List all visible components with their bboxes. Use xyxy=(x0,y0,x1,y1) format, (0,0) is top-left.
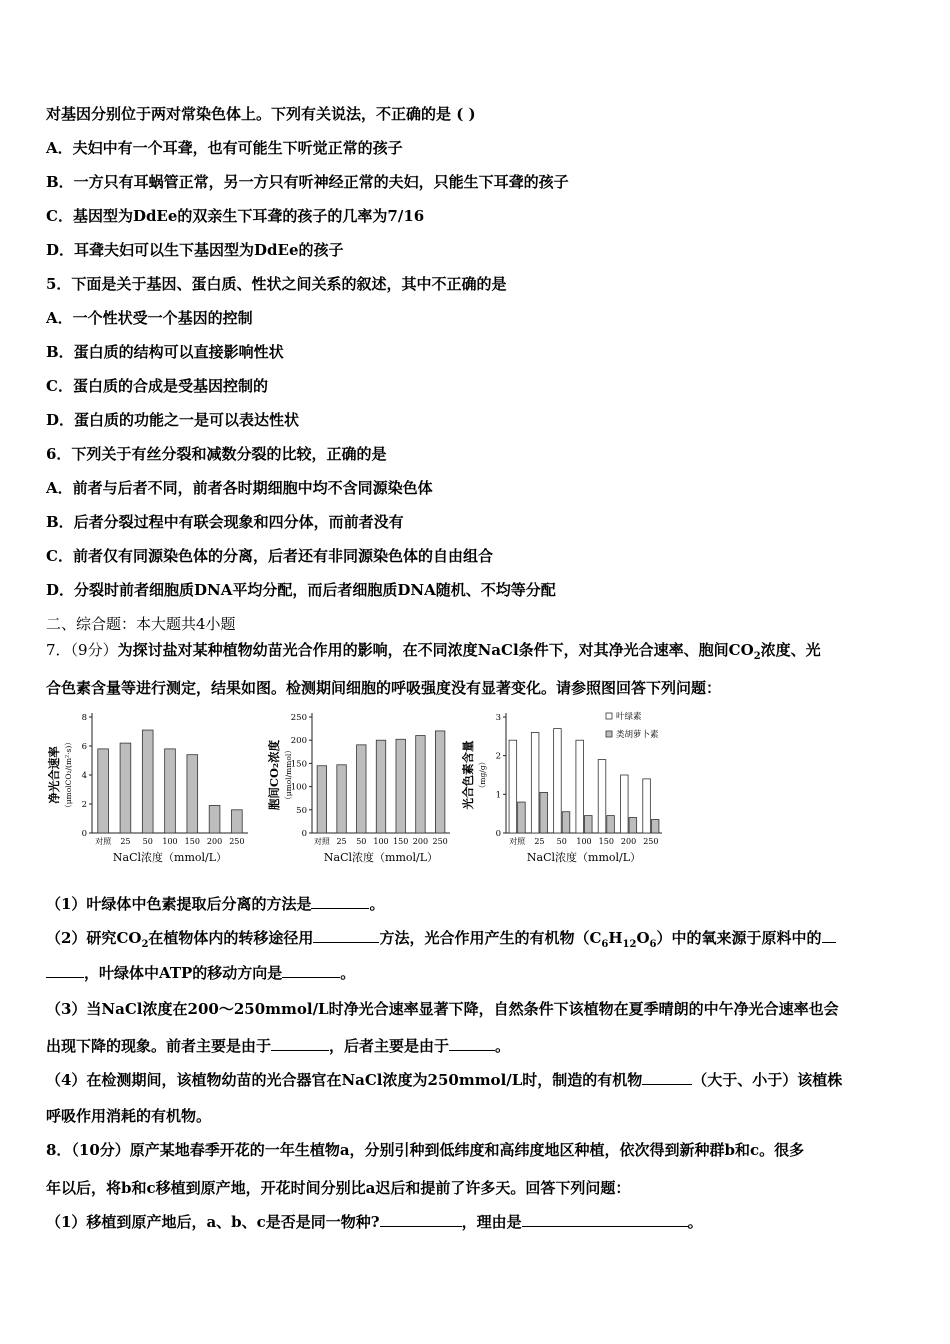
q7-sub2-blank-oxygen-start[interactable] xyxy=(822,928,836,943)
chart3-bar-carotenoid xyxy=(651,819,659,833)
q7-sub2-h: H xyxy=(608,929,623,947)
chart2-x-tick-label: 250 xyxy=(432,837,448,846)
q7-sub3-blank-2[interactable] xyxy=(449,1036,495,1051)
q7-sub2-o: O xyxy=(636,929,650,947)
chart3-x-tick-label: 25 xyxy=(534,837,545,846)
q7-sub2-text-b: 在植物体内的转移途径用 xyxy=(148,929,314,947)
chart3-bar-carotenoid xyxy=(585,816,593,833)
q7-sub2-line1 xyxy=(46,927,836,950)
chart3-y-unit: （mg/g） xyxy=(478,757,487,793)
chart2-bar xyxy=(416,736,425,833)
q7-co2: CO xyxy=(728,641,754,659)
q7-sub1 xyxy=(46,893,384,914)
q4-option-d: D．耳聋夫妇可以生下基因型为DdEe的孩子 xyxy=(46,241,344,259)
chart2-x-label: NaCl浓度（mmol/L） xyxy=(323,851,439,864)
chart2-y-tick-label: 100 xyxy=(290,782,307,793)
q4-stem: 对基因分别位于两对常染色体上。下列有关说法，不正确的是 ( ) xyxy=(46,105,476,123)
chart2-bar xyxy=(317,766,326,833)
q7-sub2-text-d: ）中的氧来源于原料中的 xyxy=(656,929,822,947)
chart2-x-tick-label: 50 xyxy=(356,837,367,846)
chart2-x-tick-label: 200 xyxy=(412,837,429,846)
q7-sub2-c6: 6 xyxy=(601,939,609,950)
q7-sub2-blank-oxygen-end[interactable] xyxy=(46,963,84,978)
chart1-y-tick-label: 6 xyxy=(81,742,87,752)
chart2-y-tick-label: 250 xyxy=(290,713,307,723)
chart3-bar-carotenoid xyxy=(629,818,637,833)
chart2-y-tick-label: 200 xyxy=(290,736,307,747)
legend-label-carotenoid: 类胡萝卜素 xyxy=(616,730,659,740)
chart2-x-tick-label: 对照 xyxy=(313,837,330,846)
chart1-bar xyxy=(209,805,220,833)
chart1-y-tick-label: 4 xyxy=(81,771,87,781)
chart1-x-tick-label: 25 xyxy=(120,837,131,846)
q7-sub2-blank-atp[interactable] xyxy=(282,963,340,978)
chart3-x-label: NaCl浓度（mmol/L） xyxy=(526,851,642,864)
chart3-x-tick-label: 200 xyxy=(620,837,637,846)
chart2-bar xyxy=(435,731,444,833)
q7-co2-sub: 2 xyxy=(753,651,761,662)
q8-sub1-text-a: （1）移植到原产地后，a、b、c是否是同一物种? xyxy=(46,1213,380,1231)
chart3-y-tick-label: 1 xyxy=(495,790,501,801)
q6-option-a: A．前者与后者不同，前者各时期细胞中均不含同源染色体 xyxy=(46,479,433,497)
chart1-y-tick-label: 0 xyxy=(81,829,87,839)
q7-sub2-blank-method[interactable] xyxy=(313,928,379,943)
section-heading: 二、综合题：本大题共4小题 xyxy=(46,615,236,633)
q6-option-c: C．前者仅有同源染色体的分离，后者还有非同源染色体的自由组合 xyxy=(46,547,493,565)
q4-option-a: A．夫妇中有一个耳聋，也有可能生下听觉正常的孩子 xyxy=(46,139,403,157)
chart1-x-tick-label: 250 xyxy=(229,837,245,846)
chart3-bar-chlorophyll xyxy=(554,729,562,833)
chart3-bar-chlorophyll xyxy=(643,779,651,833)
q7-sub4-blank[interactable] xyxy=(642,1070,692,1085)
q7-sub3-line1: （3）当NaCl浓度在200～250mmol/L时净光合速率显著下降，自然条件下该植物在夏季晴朗的中午净光合速率也会 xyxy=(46,1000,839,1018)
q7-score: （9分） xyxy=(70,641,118,659)
q7-sub2-line2 xyxy=(46,962,355,983)
chart3-bar-chlorophyll xyxy=(598,760,606,833)
chart1-x-tick-label: 200 xyxy=(206,837,223,846)
q4-option-c: C．基因型为DdEe的双亲生下耳聋的孩子的几率为7/16 xyxy=(46,207,425,225)
q5-option-a: A．一个性状受一个基因的控制 xyxy=(46,309,253,327)
q7-sub2-h12: 12 xyxy=(622,939,637,950)
q7-sub2-text-a: （2）研究 xyxy=(46,929,117,947)
chart2-x-tick-label: 100 xyxy=(373,837,389,846)
chart3-y-tick-label: 3 xyxy=(495,713,501,723)
q8-sub1-blank-reason[interactable] xyxy=(522,1212,688,1227)
q6-option-b: B．后者分裂过程中有联会现象和四分体，而前者没有 xyxy=(46,513,404,531)
q8-stem-line2: 年以后，将b和c移植到原产地，开花时间分别比a迟后和提前了许多天。回答下列问题： xyxy=(46,1179,631,1197)
chart2-bar xyxy=(376,740,385,833)
chart1-bar xyxy=(165,749,176,833)
q7-sub2-co: CO xyxy=(116,929,142,947)
q7-number: 7． xyxy=(46,641,71,659)
chart3-y-label: 光合色素含量 xyxy=(461,740,475,810)
q7-sub2-text-e: ，叶绿体中ATP的移动方向是 xyxy=(84,964,283,982)
legend-label-chlorophyll: 叶绿素 xyxy=(616,712,642,722)
chart3-bar-chlorophyll xyxy=(531,732,539,833)
q7-sub4-text-a: （4）在检测期间，该植物幼苗的光合器官在NaCl浓度为250mmol/L时，制造的有机物 xyxy=(46,1071,643,1089)
q5-option-d: D．蛋白质的功能之一是可以表达性状 xyxy=(46,411,300,429)
chart2-x-tick-label: 25 xyxy=(336,837,347,846)
chart2-bar xyxy=(357,745,366,833)
q7-stem-line2: 合色素含量等进行测定，结果如图。检测期间细胞的呼吸强度没有显著变化。请参照图回答下列问题： xyxy=(46,679,722,697)
q7-sub2-co-sub: 2 xyxy=(141,939,149,950)
chart2-bar xyxy=(337,765,346,833)
q7-sub2-o6: 6 xyxy=(649,939,657,950)
q8-sub1-text-b: ，理由是 xyxy=(461,1213,522,1231)
chart2-y-tick-label: 50 xyxy=(296,805,307,816)
chart2-y-label: 胞间CO₂浓度 xyxy=(267,739,281,811)
chart3-bar-carotenoid xyxy=(607,816,615,833)
chart2-y-tick-label: 150 xyxy=(290,759,307,770)
q6-option-d: D．分裂时前者细胞质DNA平均分配，而后者细胞质DNA随机、不均等分配 xyxy=(46,581,556,599)
chart3-x-tick-label: 150 xyxy=(598,837,614,846)
chart1-x-tick-label: 150 xyxy=(184,837,200,846)
chart2-y-tick-label: 0 xyxy=(301,829,307,839)
q7-sub3-text-c: ，后者主要是由于 xyxy=(329,1037,450,1055)
chart1-bar xyxy=(98,749,109,833)
chart2-bar xyxy=(396,739,405,833)
q5-option-c: C．蛋白质的合成是受基因控制的 xyxy=(46,377,268,395)
q7-sub1-blank[interactable] xyxy=(311,894,369,909)
q7-stem-a: 为探讨盐对某种植物幼苗光合作用的影响，在不同浓度NaCl条件下，对其净光合速率、胞间 xyxy=(117,641,729,659)
chart1-bar xyxy=(187,755,198,833)
q7-figure xyxy=(40,705,680,880)
chart1-bar xyxy=(120,743,131,833)
chart1-y-label: 净光合速率 xyxy=(47,746,61,804)
chart3-bar-chlorophyll xyxy=(576,740,584,833)
q7-stem-line1 xyxy=(46,639,821,662)
chart3-bar-chlorophyll xyxy=(509,740,517,833)
chart1-y-unit: （μmolCO₂/(m²·s)） xyxy=(64,738,73,812)
chart3-bar-chlorophyll xyxy=(620,775,628,833)
q7-sub1-text: （1）叶绿体中色素提取后分离的方法是 xyxy=(46,895,312,913)
q4-option-b: B．一方只有耳蜗管正常，另一方只有听神经正常的夫妇，只能生下耳聋的孩子 xyxy=(46,173,569,191)
chart1-x-tick-label: 对照 xyxy=(95,837,112,846)
q7-sub1-end: 。 xyxy=(369,895,385,913)
chart1-x-tick-label: 100 xyxy=(162,837,178,846)
q8-sub1-end: 。 xyxy=(687,1213,703,1231)
chart3-y-tick-label: 0 xyxy=(495,829,501,839)
q7-sub4-text-b: （大于、小于）该植株 xyxy=(692,1071,843,1089)
q7-sub3-end: 。 xyxy=(495,1037,511,1055)
chart3-x-tick-label: 100 xyxy=(576,837,592,846)
chart1-x-tick-label: 50 xyxy=(142,837,153,846)
chart2-y-unit: （μmol/mmol） xyxy=(284,746,293,804)
q5-stem: 5．下面是关于基因、蛋白质、性状之间关系的叙述，其中不正确的是 xyxy=(46,275,507,293)
chart3-bar-carotenoid xyxy=(540,792,548,833)
q7-sub2-end: 。 xyxy=(340,964,356,982)
q7-sub4-line1 xyxy=(46,1069,842,1090)
chart3-bar-carotenoid xyxy=(562,812,570,833)
chart1-bar xyxy=(232,810,243,833)
q7-sub3-text-b: 出现下降的现象。前者主要是由于 xyxy=(46,1037,272,1055)
chart1-y-tick-label: 8 xyxy=(81,713,87,723)
chart3-bar-carotenoid xyxy=(518,802,526,833)
q7-sub2-text-c: 方法，光合作用产生的有机物（C xyxy=(379,929,602,947)
q7-sub4-line2: 呼吸作用消耗的有机物。 xyxy=(46,1107,212,1125)
chart1-x-label: NaCl浓度（mmol/L） xyxy=(112,851,228,864)
q6-stem: 6．下列关于有丝分裂和减数分裂的比较，正确的是 xyxy=(46,445,387,463)
q8-stem-line1: 8．（10分）原产某地春季开花的一年生植物a，分别引种到低纬度和高纬度地区种植，依次得到新种群b和c。很多 xyxy=(46,1141,805,1159)
chart3-y-tick-label: 2 xyxy=(495,751,501,762)
chart3-x-tick-label: 50 xyxy=(556,837,567,846)
legend-swatch-chlorophyll xyxy=(606,713,612,719)
q8-sub1 xyxy=(46,1211,703,1232)
chart3-x-tick-label: 250 xyxy=(643,837,659,846)
chart1-y-tick-label: 2 xyxy=(81,800,87,810)
chart2-x-tick-label: 150 xyxy=(393,837,409,846)
q7-sub3-blank-1[interactable] xyxy=(271,1036,329,1051)
chart1-bar xyxy=(142,730,153,833)
legend-swatch-carotenoid xyxy=(606,731,612,737)
q8-sub1-blank-species[interactable] xyxy=(380,1212,462,1227)
q7-stem-b: 浓度、光 xyxy=(760,641,821,659)
q5-option-b: B．蛋白质的结构可以直接影响性状 xyxy=(46,343,284,361)
chart3-x-tick-label: 对照 xyxy=(509,837,526,846)
q7-sub3-line2 xyxy=(46,1035,510,1056)
